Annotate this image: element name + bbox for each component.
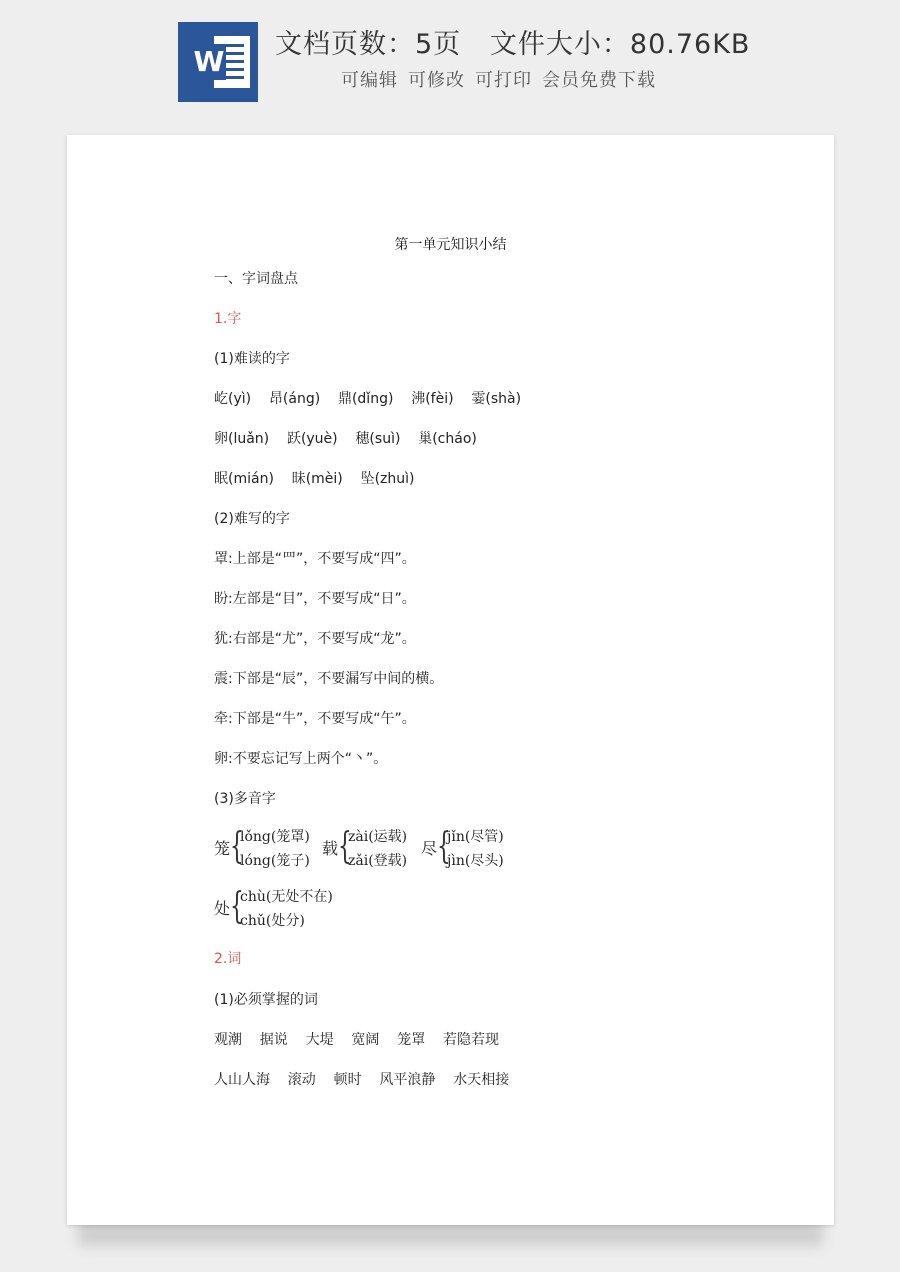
polyphone-char: 尽 [421,839,438,858]
doc-info: 文档页数：5页 文件大小：80.76KB [275,29,751,60]
list-item: 牵:下部是“牛”，不要写成“午”。 [214,711,416,727]
polyphone-reading: jǐn(尽管) [447,829,504,845]
polyphone-char: 笼 [214,839,231,858]
list-item: 卵(luǎn) 跃(yuè) 穗(suì) 巢(cháo) [214,431,477,447]
subsection-heading: 2.词 [214,951,242,967]
brace-icon: { [230,826,244,867]
list-item: 罩:上部是“罒”，不要写成“四”。 [214,551,416,567]
list-heading: (1)必须掌握的词 [214,992,318,1008]
polyphone-reading: chù(无处不在) [240,889,333,905]
list-item: 盼:左部是“目”，不要写成“日”。 [214,591,416,607]
polyphone-reading: zài(运载) [348,829,408,845]
doc-tags [341,66,666,92]
polyphone-reading: zǎi(登载) [348,853,408,869]
polyphone-char: 处 [214,899,231,918]
list-item: 观潮 据说 大堤 宽阔 笼罩 若隐若现 [214,1032,500,1048]
word-icon [178,22,258,102]
list-heading: (3)多音字 [214,791,276,807]
polyphone-reading: lǒng(笼罩) [240,829,310,845]
list-item: 震:下部是“辰”，不要漏写中间的横。 [214,671,444,687]
list-item: 眠(mián) 昧(mèi) 坠(zhuì) [214,471,415,487]
tag-editable: 可编辑 [341,70,398,91]
page-title: 第一单元知识小结 [394,237,507,253]
subsection-heading: 1.字 [214,311,242,327]
brace-icon: { [230,886,244,927]
polyphone-reading: jìn(尽头) [447,853,504,869]
list-item: 卵:不要忘记写上两个“丶”。 [214,751,388,767]
tag-modifiable: 可修改 [408,70,465,91]
polyphone-reading: lóng(笼子) [240,853,310,869]
tag-printable: 可打印 [475,70,532,91]
word-icon-letter: W [193,45,225,78]
list-heading: (1)难读的字 [214,351,290,367]
polyphone-reading: chǔ(处分) [240,913,305,929]
brace-icon: { [437,826,451,867]
list-item: 人山人海 滚动 顿时 风平浪静 水天相接 [214,1072,510,1088]
list-item: 屹(yì) 昂(áng) 鼎(dǐng) 沸(fèi) 霎(shà) [214,391,522,407]
polyphone-char: 载 [322,839,339,858]
tag-free-download: 会员免费下载 [542,70,656,91]
list-item: 犹:右部是“尤”，不要写成“龙”。 [214,631,416,647]
section-heading: 一、字词盘点 [214,271,298,287]
list-heading: (2)难写的字 [214,511,290,527]
brace-icon: { [338,826,352,867]
document-page [67,135,834,1225]
doc-header [0,0,900,120]
